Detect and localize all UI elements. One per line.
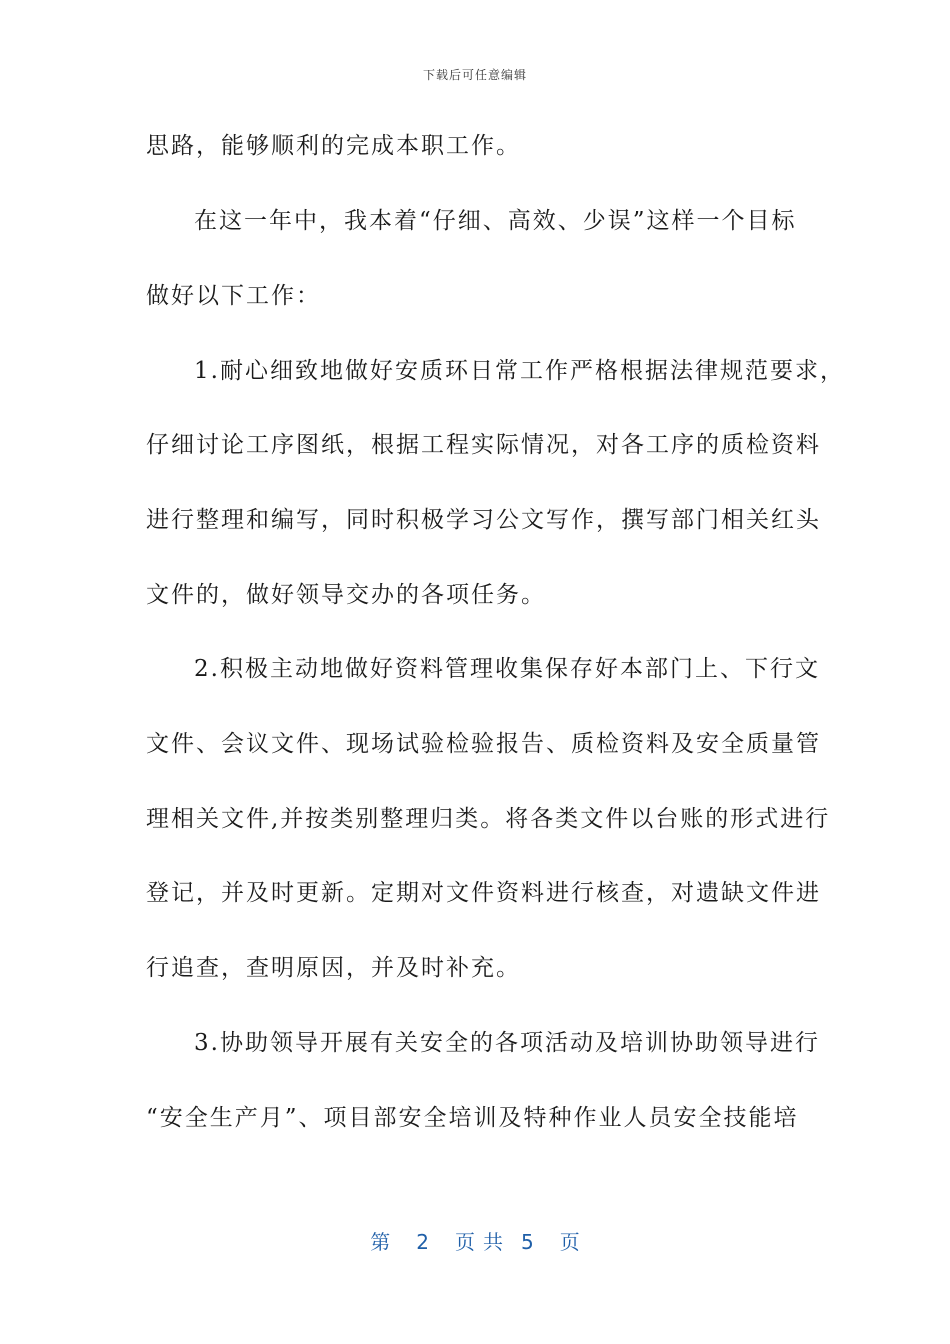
body-line: 做好以下工作： <box>146 283 321 309</box>
body-line: 理相关文件,并按类别整理归类。将各类文件以台账的形式进行 <box>146 806 831 832</box>
body-line: 1.耐心细致地做好安质环日常工作严格根据法律规范要求， <box>194 358 845 384</box>
body-line: 文件、会议文件、现场试验检验报告、质检资料及安全质量管 <box>146 731 821 757</box>
body-line: 思路，能够顺利的完成本职工作。 <box>146 133 521 159</box>
body-line: “安全生产月”、项目部安全培训及特种作业人员安全技能培 <box>146 1105 799 1131</box>
page-label-suffix: 页 <box>559 1230 580 1254</box>
page-label-mid: 页共 <box>455 1230 511 1254</box>
body-line: 2.积极主动地做好资料管理收集保存好本部门上、下行文 <box>194 656 820 682</box>
header-note: 下载后可任意编辑 <box>422 68 527 82</box>
body-line: 3.协助领导开展有关安全的各项活动及培训协助领导进行 <box>194 1030 820 1056</box>
body-line: 在这一年中，我本着“仔细、高效、少误”这样一个目标 <box>194 208 797 234</box>
page-footer <box>0 1226 950 1255</box>
body-line: 进行整理和编写，同时积极学习公文写作，撰写部门相关红头 <box>146 507 821 533</box>
body-line: 文件的，做好领导交办的各项任务。 <box>146 582 546 608</box>
page-current-number: 2 <box>416 1230 429 1254</box>
page-total-number: 5 <box>521 1230 534 1254</box>
page-label-prefix: 第 <box>370 1230 391 1254</box>
body-line: 行追查，查明原因，并及时补充。 <box>146 955 521 981</box>
body-line: 仔细讨论工序图纸，根据工程实际情况，对各工序的质检资料 <box>146 432 821 458</box>
body-line: 登记，并及时更新。定期对文件资料进行核查，对遗缺文件进 <box>146 880 821 906</box>
